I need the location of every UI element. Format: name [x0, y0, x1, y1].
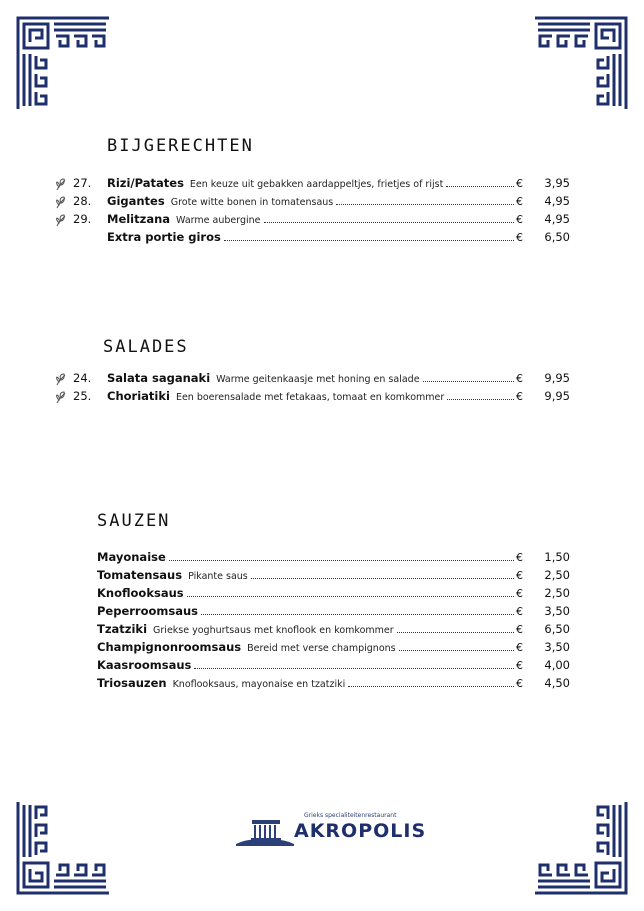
- item-price: 6,50: [544, 622, 570, 636]
- currency-symbol: €: [516, 177, 523, 190]
- menu-item: [97, 604, 570, 622]
- item-name: Melitzana: [107, 212, 171, 226]
- greek-key-corner-icon: [16, 16, 111, 111]
- item-name: Mayonaise: [97, 550, 166, 564]
- item-price: 1,50: [544, 550, 570, 564]
- currency-symbol: €: [516, 659, 523, 672]
- item-description: Grote witte bonen in tomatensaus: [170, 197, 334, 208]
- vegetarian-leaf-icon: [55, 213, 69, 227]
- dot-leader: [446, 186, 514, 187]
- dot-leader: [194, 668, 514, 669]
- logo-tagline: Grieks specialiteitenrestaurant: [304, 812, 397, 819]
- currency-symbol: €: [516, 641, 523, 654]
- dot-leader: [201, 614, 514, 615]
- vegetarian-leaf-icon: [55, 195, 69, 209]
- item-description: Een boerensalade met fetakaas, tomaat en komkommer: [175, 392, 445, 403]
- item-description: Knoflooksaus, mayonaise en tzatziki: [172, 679, 346, 690]
- item-name: Gigantes: [107, 194, 165, 208]
- menu-item: [73, 176, 570, 194]
- restaurant-logo: [236, 812, 427, 850]
- section-title-salades: SALADES: [103, 337, 189, 357]
- item-price: 3,50: [544, 604, 570, 618]
- menu-item: [73, 389, 570, 407]
- greek-key-corner-icon: [16, 800, 111, 895]
- item-number: 24.: [73, 371, 92, 385]
- menu-item: [97, 568, 570, 586]
- item-description: Warme aubergine: [176, 215, 261, 226]
- item-name: Triosauzen: [97, 676, 167, 690]
- menu-item: [73, 212, 570, 230]
- currency-symbol: €: [516, 213, 523, 226]
- item-price: 2,50: [544, 568, 570, 582]
- item-name: Extra portie giros: [107, 230, 221, 244]
- section-sauzen: [97, 550, 570, 694]
- item-number: 27.: [73, 176, 92, 190]
- section-title-sauzen: SAUZEN: [97, 511, 171, 531]
- menu-item: [97, 622, 570, 640]
- vegetarian-leaf-icon: [55, 372, 69, 386]
- dot-leader: [336, 204, 514, 205]
- dot-leader: [187, 596, 514, 597]
- section-title-bijgerechten: BIJGERECHTEN: [107, 136, 254, 156]
- item-price: 4,95: [544, 212, 570, 226]
- item-name: Champignonroomsaus: [97, 640, 242, 654]
- item-name: Tomatensaus: [97, 568, 183, 582]
- vegetarian-leaf-icon: [55, 177, 69, 191]
- currency-symbol: €: [516, 195, 523, 208]
- item-description: Warme geitenkaasje met honing en salade: [216, 374, 420, 385]
- greek-key-corner-icon: [533, 16, 628, 111]
- dot-leader: [169, 560, 514, 561]
- item-name: Salata saganaki: [107, 371, 211, 385]
- section-bijgerechten: [73, 176, 570, 248]
- currency-symbol: €: [516, 231, 523, 244]
- section-salades: [73, 371, 570, 407]
- dot-leader: [447, 399, 514, 400]
- dot-leader: [397, 632, 514, 633]
- menu-item: [97, 658, 570, 676]
- item-price: 4,95: [544, 194, 570, 208]
- dot-leader: [224, 240, 514, 241]
- item-price: 4,00: [544, 658, 570, 672]
- item-price: 2,50: [544, 586, 570, 600]
- item-description: Bereid met verse champignons: [247, 643, 396, 654]
- menu-item: [97, 586, 570, 604]
- currency-symbol: €: [516, 551, 523, 564]
- item-name: Peperroomsaus: [97, 604, 199, 618]
- item-number: 29.: [73, 212, 92, 226]
- dot-leader: [264, 222, 515, 223]
- temple-icon: [236, 816, 294, 848]
- item-price: 3,95: [544, 176, 570, 190]
- currency-symbol: €: [516, 569, 523, 582]
- dot-leader: [423, 381, 514, 382]
- item-price: 6,50: [544, 230, 570, 244]
- item-price: 4,50: [544, 676, 570, 690]
- currency-symbol: €: [516, 372, 523, 385]
- item-price: 3,50: [544, 640, 570, 654]
- menu-item: [107, 230, 570, 248]
- item-number: 25.: [73, 389, 92, 403]
- menu-item: [97, 550, 570, 568]
- menu-item: [73, 194, 570, 212]
- menu-item: [97, 640, 570, 658]
- item-name: Rizi/Patates: [107, 176, 184, 190]
- vegetarian-leaf-icon: [55, 390, 69, 404]
- item-price: 9,95: [544, 371, 570, 385]
- menu-item: [97, 676, 570, 694]
- greek-key-corner-icon: [533, 800, 628, 895]
- menu-item: [73, 371, 570, 389]
- currency-symbol: €: [516, 623, 523, 636]
- item-description: Een keuze uit gebakken aardappeltjes, frietjes of rijst: [189, 179, 444, 190]
- currency-symbol: €: [516, 390, 523, 403]
- item-name: Tzatziki: [97, 622, 148, 636]
- item-description: Griekse yoghurtsaus met knoflook en komkommer: [153, 625, 394, 636]
- dot-leader: [399, 650, 514, 651]
- currency-symbol: €: [516, 587, 523, 600]
- item-description: Pikante saus: [188, 571, 248, 582]
- logo-name: AKROPOLIS: [294, 820, 427, 842]
- item-name: Choriatiki: [107, 389, 170, 403]
- dot-leader: [348, 686, 514, 687]
- item-number: 28.: [73, 194, 92, 208]
- item-name: Knoflooksaus: [97, 586, 184, 600]
- currency-symbol: €: [516, 605, 523, 618]
- item-name: Kaasroomsaus: [97, 658, 192, 672]
- dot-leader: [251, 578, 514, 579]
- currency-symbol: €: [516, 677, 523, 690]
- item-price: 9,95: [544, 389, 570, 403]
